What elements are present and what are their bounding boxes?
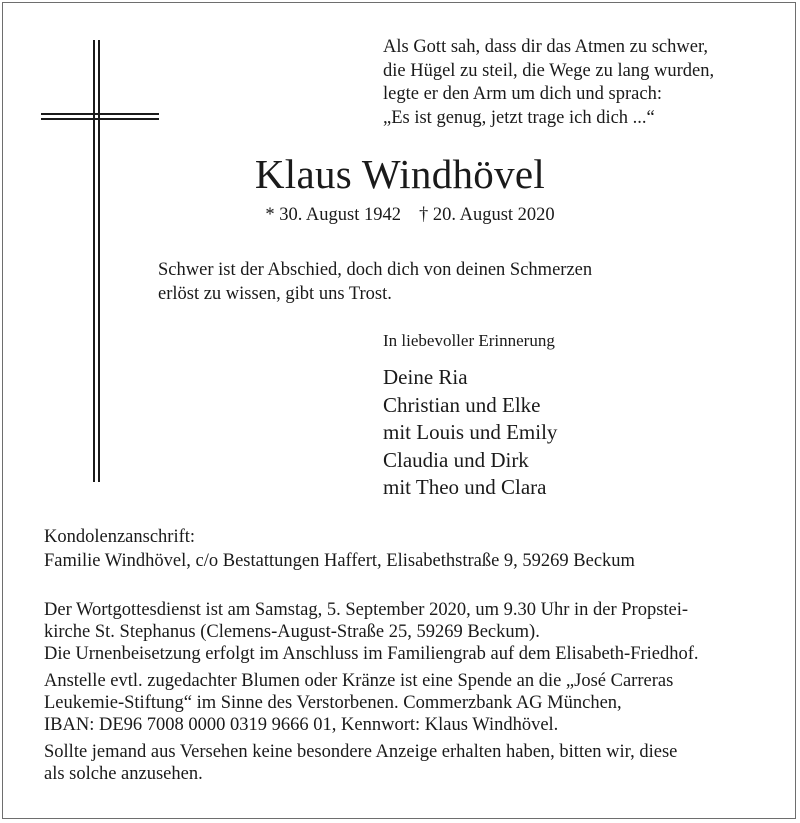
donation-line: Anstelle evtl. zugedachter Blumen oder Kränze ist eine Spende an die „José Carreras	[44, 671, 674, 691]
poem-line: legte er den Arm um dich und sprach:	[383, 84, 662, 104]
family-member: Christian und Elke	[383, 392, 541, 417]
remembrance-heading: In liebevoller Erinnerung	[383, 331, 555, 350]
cross-horizontal-bar	[41, 113, 159, 115]
family-member: Claudia und Dirk	[383, 447, 529, 472]
farewell-line: erlöst zu wissen, gibt uns Trost.	[158, 283, 392, 304]
poem-line: Als Gott sah, dass dir das Atmen zu schwer,	[383, 37, 709, 57]
cross-vertical-bar	[98, 40, 100, 482]
family-member: mit Louis und Emily	[383, 420, 558, 444]
notice-line: als solche anzusehen.	[44, 764, 203, 784]
family-member: Deine Ria	[383, 365, 468, 389]
service-line: kirche St. Stephanus (Clemens-August-Straße 25, 59269 Beckum).	[44, 622, 540, 642]
poem	[383, 36, 714, 130]
donation-line: Leukemie-Stiftung“ im Sinne des Verstorbenen. Commerzbank AG München,	[44, 693, 622, 713]
farewell-line: Schwer ist der Abschied, doch dich von deinen Schmerzen	[158, 260, 593, 280]
service-line: Der Wortgottesdienst ist am Samstag, 5. September 2020, um 9.30 Uhr in der Propstei-	[44, 600, 689, 620]
condolence-address	[44, 526, 635, 573]
donation-info	[44, 670, 673, 736]
family-list	[383, 364, 557, 502]
condolence-label: Kondolenzanschrift:	[44, 527, 196, 547]
poem-line: die Hügel zu steil, die Wege zu lang wurden,	[383, 60, 715, 81]
notice-line: Sollte jemand aus Versehen keine besondere Anzeige erhalten haben, bitten wir, diese	[44, 742, 678, 762]
birth-date: * 30. August 1942	[265, 205, 401, 225]
life-dates	[0, 204, 800, 226]
service-line: Die Urnenbeisetzung erfolgt im Anschluss im Familiengrab auf dem Elisabeth-Friedhof.	[44, 644, 699, 664]
death-date: † 20. August 2020	[419, 205, 555, 225]
service-info	[44, 599, 699, 665]
poem-line: „Es ist genug, jetzt trage ich dich ...“	[383, 107, 655, 128]
family-member: mit Theo und Clara	[383, 475, 547, 499]
condolence-address-line: Familie Windhövel, c/o Bestattungen Haffert, Elisabethstraße 9, 59269 Beckum	[44, 550, 635, 571]
farewell-text	[158, 259, 592, 306]
donation-line: IBAN: DE96 7008 0000 0319 9666 01, Kennwort: Klaus Windhövel.	[44, 715, 559, 735]
notice-info	[44, 741, 677, 785]
deceased-name: Klaus Windhövel	[254, 151, 546, 197]
cross-horizontal-bar	[41, 118, 159, 120]
cross-vertical-bar	[93, 40, 95, 482]
